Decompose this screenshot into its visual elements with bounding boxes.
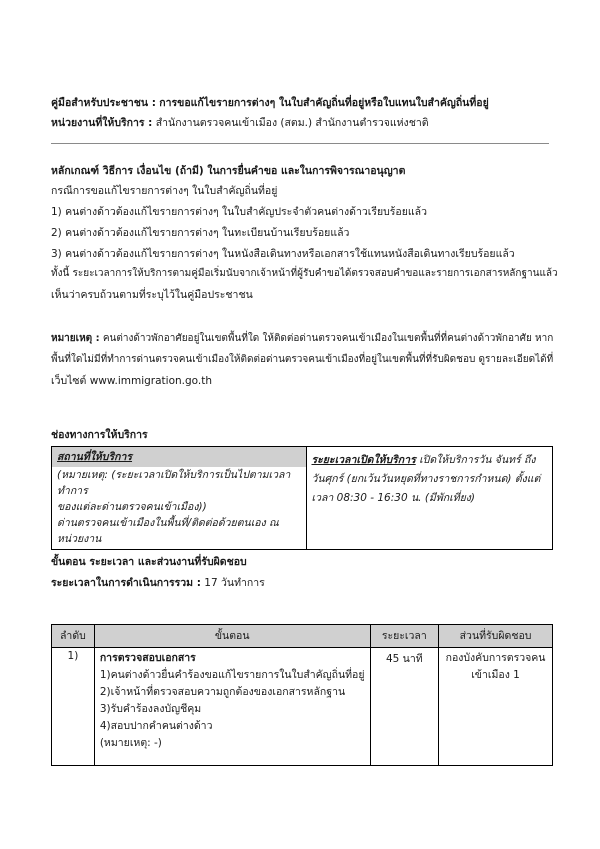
step-no: 1) (52, 648, 95, 766)
step-detail-3: 3)รับคำร้องลงบัญชีคุม (99, 703, 202, 715)
channels-table (51, 446, 553, 550)
hours-label: ระยะเวลาเปิดให้บริการ (311, 454, 416, 466)
hours-value-2: วันศุกร์ (ยกเว้นวันหยุดที่ทางราชการกำหนด) ตั้งแต่ (311, 473, 541, 485)
col-unit: ส่วนที่รับผิดชอบ (439, 625, 553, 648)
step-unit-1: กองบังคับการตรวจคน (445, 652, 546, 664)
hours-value-3: เวลา 08:30 - 16:30 น. (มีพักเที่ยง) (311, 492, 476, 504)
remark-label: หมายเหตุ : (51, 333, 100, 344)
place-note-2: ของแต่ละด่านตรวจคนเข้าเมือง)) (57, 501, 207, 513)
step-detail-4: 4)สอบปากคำคนต่างด้าว (99, 720, 213, 732)
place-label: สถานที่ให้บริการ (52, 447, 306, 467)
agency-line (51, 116, 429, 130)
total-time-line (51, 576, 265, 590)
col-step: ขั้นตอน (94, 625, 370, 648)
step-detail-2: 2)เจ้าหน้าที่ตรวจสอบความถูกต้องของเอกสารหลักฐาน (99, 686, 346, 698)
place-cell (52, 447, 307, 550)
criteria-note-line-2: เห็นว่าครบถ้วนตามที่ระบุไว้ในคู่มือประชาชน (51, 289, 253, 301)
step-unit (439, 648, 553, 766)
criteria-item-1: 1) คนต่างด้าวต้องแก้ไขรายการต่างๆ ในใบสำคัญประจำตัวคนต่างด้าวเรียบร้อยแล้ว (51, 206, 427, 218)
agency-label: หน่วยงานที่ให้บริการ : (51, 117, 153, 129)
steps-table (51, 624, 553, 766)
steps-heading: ขั้นตอน ระยะเวลา และส่วนงานที่รับผิดชอบ (51, 556, 247, 568)
step-detail-cell (94, 648, 370, 766)
manual-label: คู่มือสำหรับประชาชน : (51, 97, 156, 109)
total-time-value: 17 วันทำการ (204, 577, 265, 589)
criteria-note-line-1: ทั้งนี้ ระยะเวลาการให้บริการตามคู่มือเริ่มนับจากเจ้าหน้าที่ผู้รับคำขอได้ตรวจสอบคำขอและรายการเอกสารหลักฐานแล้ว (51, 268, 558, 279)
manual-title-line (51, 96, 489, 110)
step-unit-2: เข้าเมือง 1 (471, 669, 520, 681)
step-title: การตรวจสอบเอกสาร (99, 652, 196, 664)
header-divider (51, 143, 549, 144)
channels-heading: ช่องทางการให้บริการ (51, 429, 148, 441)
place-value: ด่านตรวจคนเข้าเมืองในพื้นที่/ติดต่อด้วยตนเอง ณ หน่วยงาน (57, 517, 279, 545)
col-duration: ระยะเวลา (370, 625, 439, 648)
place-note-1: (หมายเหตุ: (ระยะเวลาเปิดให้บริการเป็นไปตามเวลาทำการ (57, 469, 291, 497)
hours-value-1: เปิดให้บริการวัน จันทร์ ถึง (419, 454, 536, 466)
remark-text-1: คนต่างด้าวพักอาศัยอยู่ในเขตพื้นที่ใด ให้ติดต่อด่านตรวจคนเข้าเมืองในเขตพื้นที่ที่คนต่างด้าวพักอาศัย หาก (102, 333, 554, 344)
step-duration: 45 นาที (370, 648, 439, 766)
criteria-item-3: 3) คนต่างด้าวต้องแก้ไขรายการต่างๆ ในหนังสือเดินทางหรือเอกสารใช้แทนหนังสือเดินทางเรียบร้อยแล้ว (51, 248, 515, 260)
step-detail-1: 1)คนต่างด้าวยื่นคำร้องขอแก้ไขรายการในใบสำคัญถิ่นที่อยู่ (99, 669, 365, 681)
hours-cell (306, 447, 553, 550)
steps-table-header (52, 625, 553, 648)
col-no: ลำดับ (52, 625, 95, 648)
remark-line-2: พื้นที่ใดไม่มีที่ทำการด่านตรวจคนเข้าเมืองให้ติดต่อด่านตรวจคนเข้าเมืองที่อยู่ในเขตพื้นที่ที่รับผิดชอบ ดูรายละเอียดได้ที่ (51, 354, 554, 365)
agency-value: สำนักงานตรวจคนเข้าเมือง (สตม.) สำนักงานตำรวจแห่งชาติ (155, 117, 429, 129)
table-row (52, 648, 553, 766)
criteria-intro: กรณีการขอแก้ไขรายการต่างๆ ในใบสำคัญถิ่นที่อยู่ (51, 185, 278, 197)
manual-title: การขอแก้ไขรายการต่างๆ ในใบสำคัญถิ่นที่อยู่หรือใบแทนใบสำคัญถิ่นที่อยู่ (159, 97, 489, 109)
remark-line-3: เว็บไซต์ www.immigration.go.th (51, 375, 213, 387)
criteria-heading: หลักเกณฑ์ วิธีการ เงื่อนไข (ถ้ามี) ในการยื่นคำขอ และในการพิจารณาอนุญาต (51, 165, 406, 177)
total-time-label: ระยะเวลาในการดำเนินการรวม : (51, 577, 201, 589)
remark-line-1 (51, 332, 553, 346)
step-note: (หมายเหตุ: -) (99, 737, 162, 749)
criteria-item-2: 2) คนต่างด้าวต้องแก้ไขรายการต่างๆ ในทะเบียนบ้านเรียบร้อยแล้ว (51, 227, 350, 239)
hours-line-1 (312, 451, 548, 470)
